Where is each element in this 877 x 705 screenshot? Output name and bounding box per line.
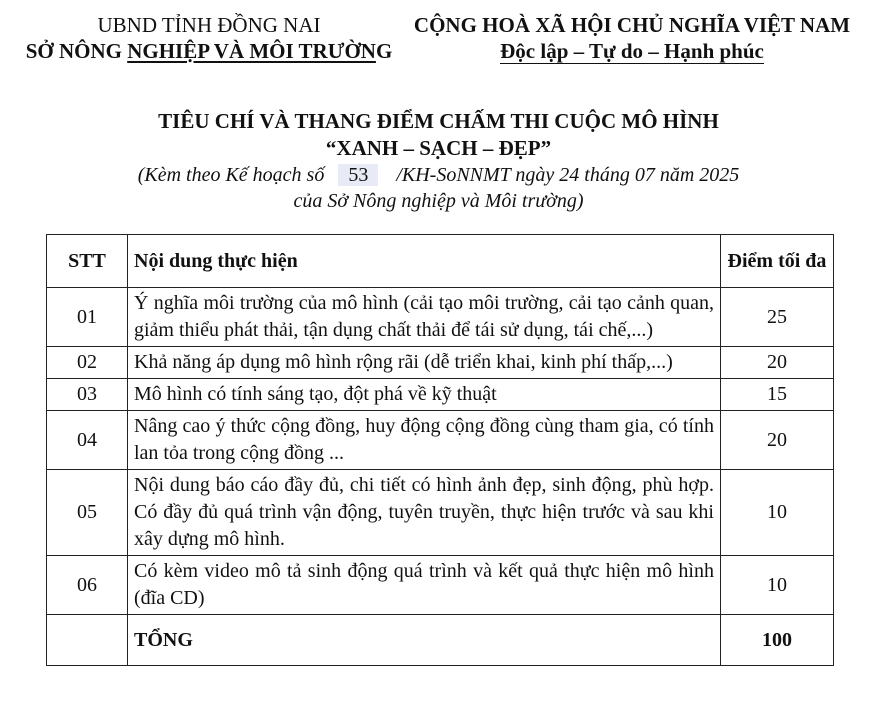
subtitle-line-2: của Sở Nông nghiệp và Môi trường) — [293, 190, 584, 212]
row-content: Ý nghĩa môi trường của mô hình (cải tạo môi trường, cải tạo cảnh quan, giảm thiểu phát thải, tận dụng chất thải để tái sử dụng, tái chế,...) — [128, 288, 721, 347]
row-content: Có kèm video mô tả sinh động quá trình và kết quả thực hiện mô hình (đĩa CD) — [128, 556, 721, 615]
province-committee: UBND TỈNH ĐỒNG NAI — [97, 13, 321, 37]
country-name: CỘNG HOÀ XÃ HỘI CHỦ NGHĨA VIỆT NAM — [413, 13, 851, 37]
row-score: 25 — [721, 288, 834, 347]
row-stt: 03 — [47, 379, 128, 411]
total-row — [47, 615, 834, 666]
title-line-1: TIÊU CHÍ VÀ THANG ĐIỂM CHẤM THI CUỘC MÔ HÌNH — [158, 109, 719, 133]
document-subtitle — [0, 162, 877, 214]
table-header-row — [47, 235, 834, 288]
criteria-table — [46, 234, 834, 666]
row-content: Nâng cao ý thức cộng đồng, huy động cộng đồng cùng tham gia, có tính lan tỏa trong cộng đồng ... — [128, 411, 721, 470]
row-score: 15 — [721, 379, 834, 411]
department-name: SỞ NÔNG NGHIỆP VÀ MÔI TRƯỜNG — [25, 39, 393, 63]
table-row — [47, 379, 834, 411]
table-row — [47, 347, 834, 379]
header-content: Nội dung thực hiện — [128, 235, 721, 288]
table-row — [47, 470, 834, 556]
header-stt: STT — [47, 235, 128, 288]
row-score: 10 — [721, 556, 834, 615]
table-row — [47, 556, 834, 615]
total-score: 100 — [721, 615, 834, 666]
row-score: 20 — [721, 411, 834, 470]
row-stt: 04 — [47, 411, 128, 470]
row-stt: 01 — [47, 288, 128, 347]
row-content: Mô hình có tính sáng tạo, đột phá về kỹ thuật — [128, 379, 721, 411]
header-score: Điểm tối đa — [721, 235, 834, 288]
row-stt: 02 — [47, 347, 128, 379]
title-line-2: “XANH – SẠCH – ĐẸP” — [325, 136, 552, 160]
total-label: TỔNG — [128, 615, 721, 666]
table-row — [47, 288, 834, 347]
table-row — [47, 411, 834, 470]
row-content: Khả năng áp dụng mô hình rộng rãi (dễ triển khai, kinh phí thấp,...) — [128, 347, 721, 379]
total-stt-empty — [47, 615, 128, 666]
national-motto-block — [408, 12, 856, 64]
row-score: 20 — [721, 347, 834, 379]
subtitle-line-1: (Kèm theo Kế hoạch số 53 /KH-SoNNMT ngày 24 tháng 07 năm 2025 — [137, 164, 740, 186]
issuing-agency-block — [14, 12, 404, 64]
row-content: Nội dung báo cáo đầy đủ, chi tiết có hình ảnh đẹp, sinh động, phù hợp. Có đầy đủ quá trình vận động, tuyên truyền, thực hiện trước và sau khi xây dựng mô hình. — [128, 470, 721, 556]
national-motto: Độc lập – Tự do – Hạnh phúc — [500, 39, 764, 63]
plan-number: 53 — [338, 164, 378, 186]
row-stt: 06 — [47, 556, 128, 615]
row-score: 10 — [721, 470, 834, 556]
document-title — [0, 108, 877, 162]
row-stt: 05 — [47, 470, 128, 556]
